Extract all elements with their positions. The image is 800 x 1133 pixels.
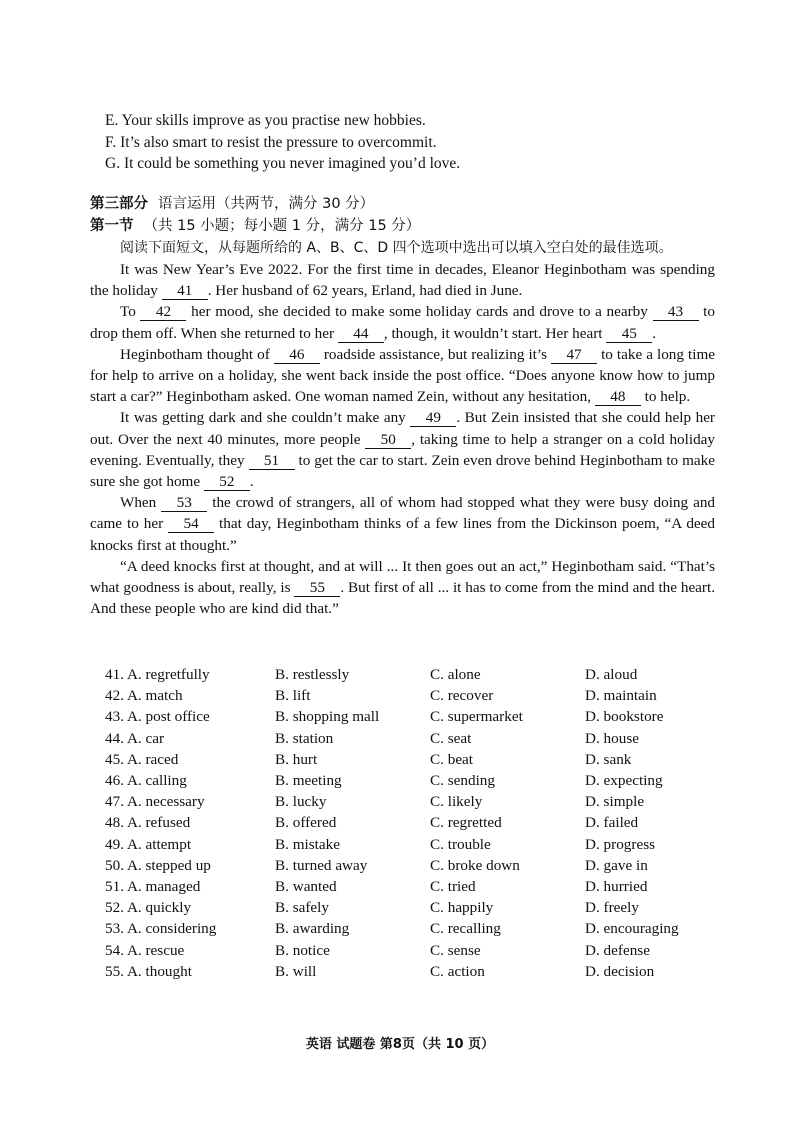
option-row-50 [105, 855, 745, 876]
paragraph-1 [90, 259, 715, 301]
choice-d: D. gave in [585, 856, 648, 874]
choice-b: B. lucky [275, 793, 327, 811]
choice-d: D. progress [585, 835, 656, 853]
blank-52: 52 [204, 474, 250, 491]
instruction: 阅读下面短文，从每题所给的 A、B、C、D 四个选项中选出可以填入空白处的最佳选项。 [120, 240, 673, 256]
blank-51: 51 [249, 453, 295, 470]
choice-c: C. sense [430, 941, 481, 959]
blank-55: 55 [294, 580, 340, 597]
choice-b: B. notice [275, 941, 330, 959]
choice-d: D. sank [585, 750, 632, 768]
choice-d: D. decision [585, 962, 655, 980]
choice-d: D. expecting [585, 772, 663, 790]
choice-a: 50. A. stepped up [105, 856, 211, 874]
answer-options [105, 664, 745, 982]
choice-b: B. will [275, 962, 317, 980]
text: To [120, 303, 141, 321]
section1-title: 第一节 [90, 218, 134, 234]
choice-a: 48. A. refused [105, 814, 191, 832]
text: to drop them off. When she returned to her [90, 303, 715, 342]
choice-c: C. action [430, 962, 485, 980]
option-row-52 [105, 897, 745, 918]
choice-d: D. bookstore [585, 708, 664, 726]
choice-b: B. restlessly [275, 666, 350, 683]
option-row-45 [105, 749, 745, 770]
choice-b: B. mistake [275, 835, 340, 853]
blank-47: 47 [551, 347, 597, 364]
choice-b: B. lift [275, 687, 311, 705]
option-row-54 [105, 940, 745, 961]
choice-a: 41. A. regretfully [105, 666, 210, 683]
option-row-53 [105, 918, 745, 939]
leftover-options [105, 110, 745, 175]
choice-d: D. freely [585, 899, 639, 917]
choice-c: C. tried [430, 878, 476, 896]
part3-heading [90, 193, 715, 215]
option-row-41 [105, 664, 745, 685]
section1-sub: （共 15 小题；每小题 1 分，满分 15 分） [143, 218, 421, 234]
choice-c: C. beat [430, 750, 474, 768]
choice-c: C. recover [430, 687, 494, 705]
text: . [249, 473, 254, 491]
blank-45: 45 [606, 326, 652, 343]
choice-b: B. safely [275, 899, 329, 917]
text: Heginbotham thought of [120, 345, 274, 363]
text: , taking time to help a stranger on a cold holiday evening. Eventually, they [90, 430, 716, 469]
text: . [652, 324, 657, 342]
text: It was getting dark and she couldn’t make any [120, 409, 411, 427]
option-row-46 [105, 770, 745, 791]
choice-a: 54. A. rescue [105, 941, 185, 959]
choice-c: C. likely [430, 793, 483, 811]
choice-a: 42. A. match [105, 687, 183, 705]
blank-43: 43 [653, 304, 699, 321]
choice-c: C. sending [430, 772, 495, 790]
text: to take a long time for help to arrive on a holiday, she went back inside the post office. “Does anyone know how to jump start a car?” Heginbotham asked. One woman named Zein, without any hesitation, [90, 345, 716, 406]
text: her mood, she decided to make some holiday cards and drove to a nearby [186, 303, 653, 321]
choice-b: B. wanted [275, 878, 337, 896]
choice-a: 45. A. raced [105, 750, 179, 768]
choice-d: D. hurried [585, 878, 648, 896]
part3-section [90, 193, 715, 619]
choice-b: B. hurt [275, 750, 318, 768]
choice-c: C. happily [430, 899, 494, 917]
blank-46: 46 [274, 347, 320, 364]
blank-48: 48 [595, 389, 641, 406]
section1-heading [90, 215, 715, 237]
cloze-passage [90, 259, 715, 619]
choice-c: C. regretted [430, 814, 502, 832]
choice-d: D. failed [585, 814, 639, 832]
choice-b: B. awarding [275, 920, 350, 938]
option-row-48 [105, 812, 745, 833]
choice-a: 52. A. quickly [105, 899, 192, 917]
option-e: E. Your skills improve as you practise new hobbies. [105, 112, 426, 129]
choice-b: B. offered [275, 814, 337, 832]
blank-50: 50 [365, 432, 411, 449]
choice-a: 47. A. necessary [105, 793, 205, 811]
option-f: F. It’s also smart to resist the pressure to overcommit. [105, 133, 437, 151]
text: the crowd of strangers, all of whom had stopped what they were busy doing and came to her [90, 494, 716, 533]
choice-c: C. recalling [430, 920, 501, 938]
text: . But first of all ... it has to come from the mind and the heart. And these people who are kind did that.” [90, 579, 716, 618]
choice-a: 49. A. attempt [105, 835, 192, 853]
text: to get the car to start. Zein even drove behind Heginbotham to make sure she got home [90, 451, 716, 491]
text: When [120, 494, 162, 512]
choice-b: B. shopping mall [275, 708, 380, 726]
option-row-51 [105, 876, 745, 897]
page-footer: 英语 试题卷 第8页（共 10 页） [305, 1037, 495, 1052]
choice-a: 43. A. post office [105, 708, 210, 726]
text: to help. [640, 388, 691, 406]
option-row-43 [105, 706, 745, 727]
paragraph-3 [90, 344, 715, 408]
choice-d: D. simple [585, 793, 645, 811]
choice-a: 53. A. considering [105, 920, 217, 938]
text: roadside assistance, but realizing it’s [319, 345, 552, 363]
option-row-47 [105, 791, 745, 812]
choice-b: B. station [275, 729, 334, 747]
choice-b: B. meeting [275, 772, 342, 790]
blank-54: 54 [168, 516, 214, 533]
choice-a: 55. A. thought [105, 962, 192, 980]
blank-44: 44 [338, 326, 384, 343]
text: It was New Year’s Eve 2022. For the first time in decades, Eleanor Heginbotham was spending the holiday [90, 261, 715, 300]
part3-title-sub: 语言运用（共两节，满分 30 分） [158, 196, 375, 212]
choice-a: 44. A. car [105, 729, 165, 747]
choice-c: C. alone [430, 666, 481, 683]
paragraph-4 [90, 407, 715, 492]
choice-d: D. encouraging [585, 920, 679, 938]
paragraph-2 [90, 301, 715, 343]
option-g: G. It could be something you never imagined you’d love. [105, 155, 461, 172]
text: that day, Heginbotham thinks of a few lines from the Dickinson poem, “A deed knocks first at thought.” [90, 515, 715, 554]
text: “A deed knocks first at thought, and at will ... It then goes out an act,” Heginbotham said. “That’s what goodness is about, really, is [90, 557, 715, 597]
choice-d: D. maintain [585, 687, 657, 705]
blank-53: 53 [161, 495, 207, 512]
choice-c: C. supermarket [430, 708, 523, 726]
choice-b: B. turned away [275, 856, 368, 874]
blank-49: 49 [410, 410, 456, 427]
blank-41: 41 [162, 283, 208, 300]
choice-c: C. trouble [430, 835, 491, 853]
choice-c: C. broke down [430, 856, 520, 874]
part3-title: 第三部分 [90, 196, 148, 212]
option-row-42 [105, 685, 745, 706]
option-row-44 [105, 728, 745, 749]
option-row-55 [105, 961, 745, 982]
choice-d: D. aloud [585, 666, 638, 683]
choice-a: 46. A. calling [105, 772, 187, 790]
paragraph-6 [90, 556, 715, 620]
choice-d: D. house [585, 729, 639, 747]
choice-c: C. seat [430, 729, 472, 747]
paragraph-5 [90, 492, 715, 556]
text: . But Zein insisted that she could help her out. Over the next 40 minutes, more people [90, 409, 715, 448]
option-row-49 [105, 834, 745, 855]
blank-42: 42 [140, 304, 186, 321]
choice-d: D. defense [585, 941, 650, 959]
choice-a: 51. A. managed [105, 878, 201, 896]
text: , though, it wouldn’t start. Her heart [383, 324, 607, 342]
text: . Her husband of 62 years, Erland, had died in June. [207, 282, 523, 300]
